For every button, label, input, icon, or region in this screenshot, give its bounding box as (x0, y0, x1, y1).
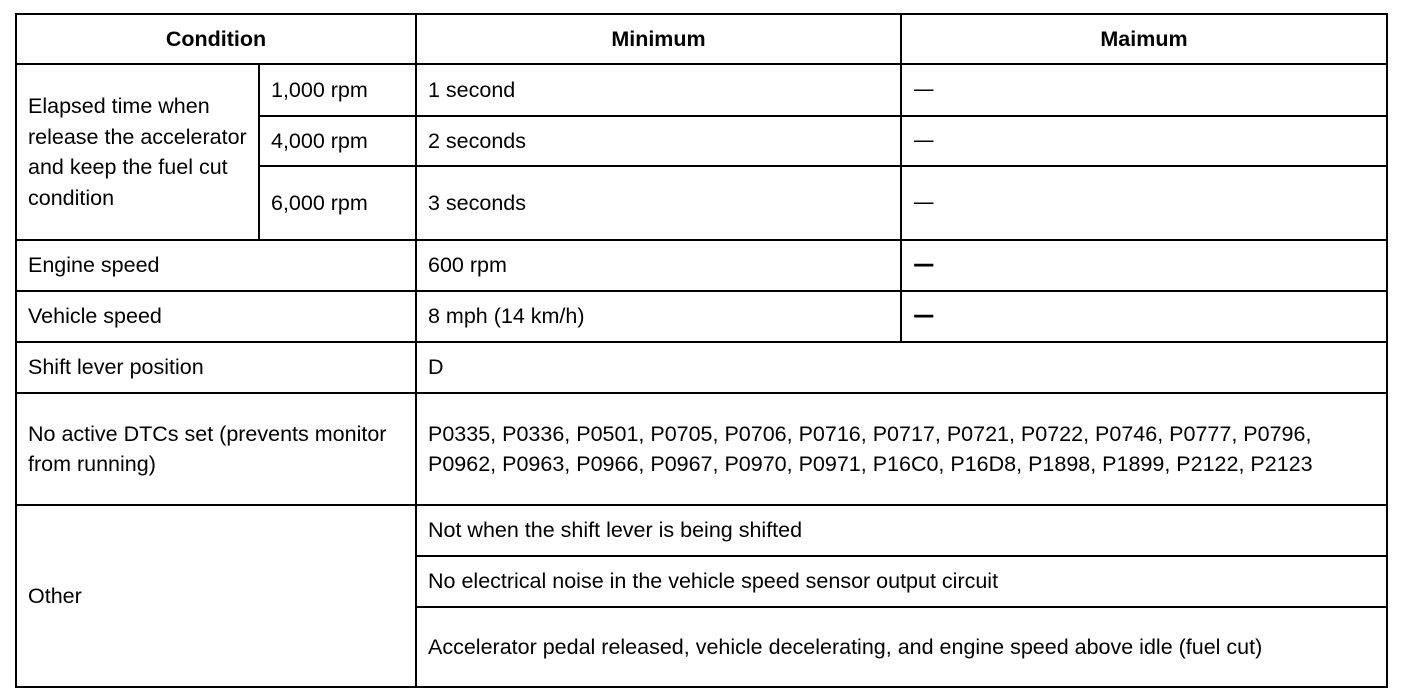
engine-speed-minimum: 600 rpm (416, 240, 901, 291)
conditions-table (15, 13, 1388, 688)
table-row (16, 342, 1387, 393)
vehicle-speed-maximum: — (901, 291, 1387, 342)
other-condition: No electrical noise in the vehicle speed sensor output circuit (416, 556, 1387, 607)
rpm-cell: 1,000 rpm (259, 64, 416, 116)
header-maximum: Maimum (901, 14, 1387, 64)
header-minimum: Minimum (416, 14, 901, 64)
shift-lever-label: Shift lever position (16, 342, 416, 393)
dtc-list: P0335, P0336, P0501, P0705, P0706, P0716, P0717, P0721, P0722, P0746, P0777, P0796, P0962, P0963, P0966, P0967, P0970, P0971, P16C0, P16D8, P1898, P1899, P2122, P2123 (416, 393, 1387, 505)
shift-lever-value: D (416, 342, 1387, 393)
other-condition: Accelerator pedal released, vehicle decelerating, and engine speed above idle (fuel cut) (416, 607, 1387, 687)
engine-speed-maximum: — (901, 240, 1387, 291)
vehicle-speed-minimum: 8 mph (14 km/h) (416, 291, 901, 342)
table-row (16, 240, 1387, 291)
header-condition: Condition (16, 14, 416, 64)
rpm-cell: 4,000 rpm (259, 116, 416, 166)
minimum-cell: 3 seconds (416, 166, 901, 240)
minimum-cell: 2 seconds (416, 116, 901, 166)
engine-speed-label: Engine speed (16, 240, 416, 291)
dtc-label: No active DTCs set (prevents monitor from running) (16, 393, 416, 505)
table-row (16, 505, 1387, 556)
header-row (16, 14, 1387, 64)
maximum-cell: — (901, 64, 1387, 116)
elapsed-time-label: Elapsed time when release the accelerator and keep the fuel cut condition (16, 64, 259, 240)
maximum-cell: — (901, 166, 1387, 240)
maximum-cell: — (901, 116, 1387, 166)
table-row (16, 64, 1387, 116)
minimum-cell: 1 second (416, 64, 901, 116)
table-row (16, 393, 1387, 505)
other-condition: Not when the shift lever is being shifted (416, 505, 1387, 556)
rpm-cell: 6,000 rpm (259, 166, 416, 240)
other-label: Other (16, 505, 416, 687)
table-row (16, 291, 1387, 342)
vehicle-speed-label: Vehicle speed (16, 291, 416, 342)
